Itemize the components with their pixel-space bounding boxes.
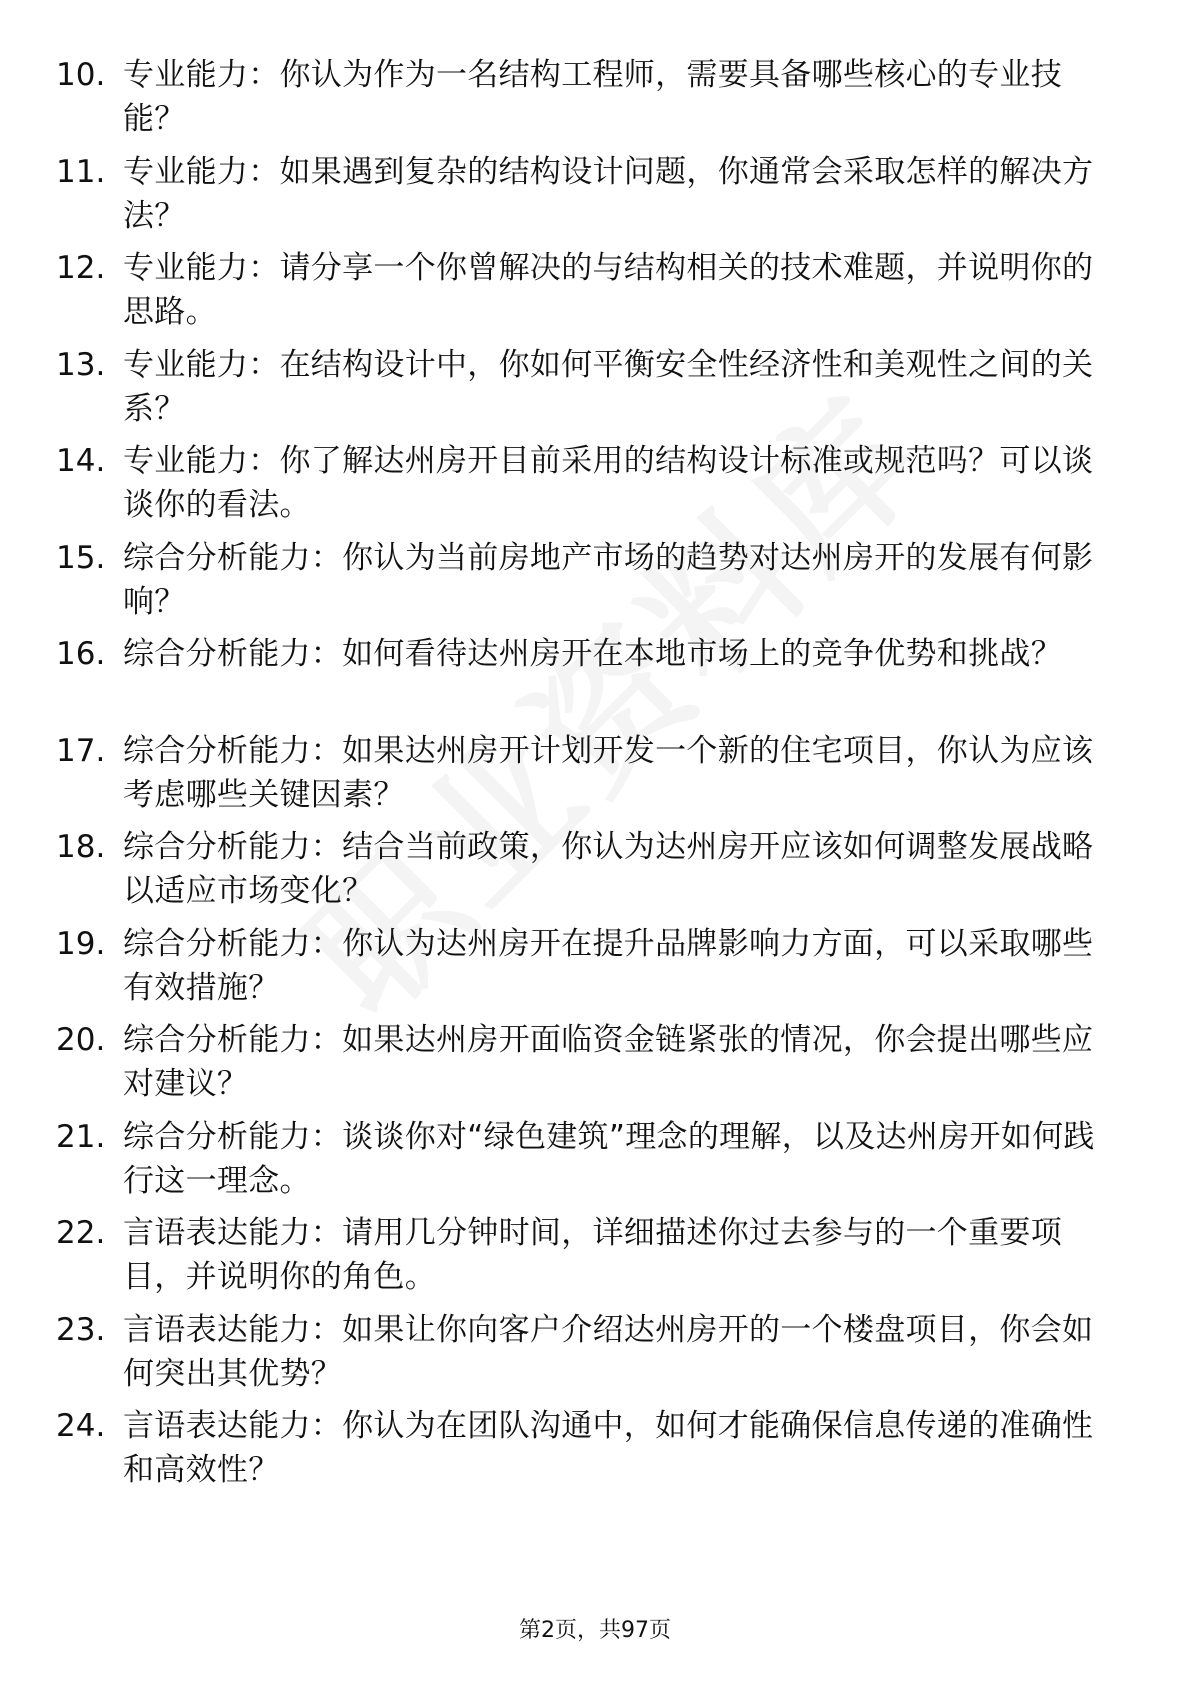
question-number: 15. [56, 539, 106, 576]
question-item [0, 439, 1190, 536]
question-number: 13. [56, 346, 106, 383]
question-number: 24. [56, 1408, 106, 1444]
question-item [0, 825, 1190, 922]
question-text: 专业能力：在结构设计中，你如何平衡安全性经济性和美观性之间的关系？ [123, 346, 1094, 427]
question-text: 专业能力：你了解达州房开目前采用的结构设计标准或规范吗？可以谈谈你的看法。 [123, 443, 1094, 523]
question-text: 综合分析能力：如果达州房开计划开发一个新的住宅项目，你认为应该考虑哪些关键因素？ [123, 732, 1094, 813]
question-number: 21. [56, 1118, 106, 1155]
question-text: 综合分析能力：你认为达州房开在提升品牌影响力方面，可以采取哪些有效措施？ [123, 925, 1094, 1006]
question-item [0, 246, 1190, 343]
question-item [0, 1018, 1190, 1115]
question-text: 专业能力：请分享一个你曾解决的与结构相关的技术难题，并说明你的思路。 [123, 250, 1094, 330]
question-text: 综合分析能力：如果达州房开面临资金链紧张的情况，你会提出哪些应对建议？ [123, 1022, 1094, 1102]
page-number: 第2页，共97页 [519, 1618, 671, 1643]
question-text: 言语表达能力：如果让你向客户介绍达州房开的一个楼盘项目，你会如何突出其优势？ [123, 1311, 1094, 1392]
question-number: 22. [56, 1215, 106, 1251]
question-text: 综合分析能力：谈谈你对“绿色建筑”理念的理解，以及达州房开如何践行这一理念。 [123, 1118, 1095, 1199]
question-item [0, 1115, 1190, 1212]
question-number: 17. [56, 732, 106, 769]
question-item [0, 632, 1190, 729]
question-number: 20. [56, 1022, 106, 1058]
question-item [0, 1404, 1190, 1501]
question-list [0, 53, 1190, 1501]
question-text: 言语表达能力：你认为在团队沟通中，如何才能确保信息传递的准确性和高效性？ [123, 1408, 1094, 1488]
question-number: 10. [56, 57, 106, 93]
question-item [0, 922, 1190, 1019]
question-item [0, 53, 1190, 150]
question-number: 19. [56, 925, 106, 962]
question-item [0, 150, 1190, 247]
question-item [0, 343, 1190, 440]
question-text: 专业能力：如果遇到复杂的结构设计问题，你通常会采取怎样的解决方法？ [123, 153, 1094, 234]
question-number: 11. [56, 153, 106, 190]
question-number: 12. [56, 250, 106, 286]
question-number: 16. [56, 636, 106, 672]
question-text: 言语表达能力：请用几分钟时间，详细描述你过去参与的一个重要项目，并说明你的角色。 [123, 1215, 1062, 1295]
question-number: 18. [56, 829, 106, 865]
question-text: 综合分析能力：你认为当前房地产市场的趋势对达州房开的发展有何影响？ [123, 539, 1094, 620]
question-item [0, 729, 1190, 826]
question-item [0, 1211, 1190, 1308]
question-text: 综合分析能力：结合当前政策，你认为达州房开应该如何调整发展战略以适应市场变化？ [123, 829, 1094, 909]
question-item [0, 1308, 1190, 1405]
question-text: 专业能力：你认为作为一名结构工程师，需要具备哪些核心的专业技能？ [123, 57, 1062, 137]
question-item [0, 536, 1190, 633]
question-number: 14. [56, 443, 106, 479]
question-text: 综合分析能力：如何看待达州房开在本地市场上的竞争优势和挑战？ [123, 636, 1062, 672]
question-number: 23. [56, 1311, 106, 1348]
